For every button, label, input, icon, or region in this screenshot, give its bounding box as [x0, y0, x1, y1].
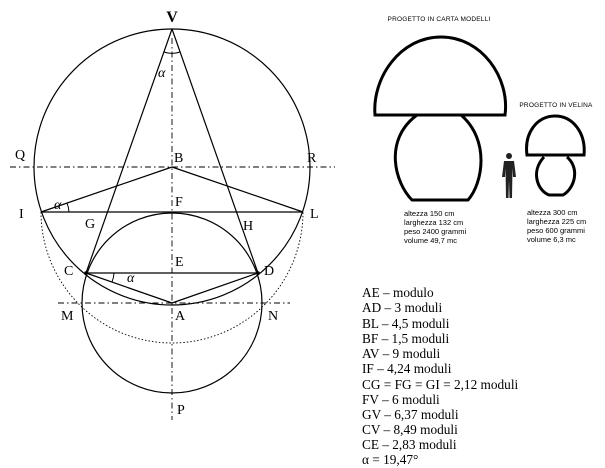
projects-panel — [375, 16, 593, 245]
legend-line: AD – 3 moduli — [362, 300, 443, 315]
angle-arc-i — [67, 203, 69, 212]
legend-line: CE – 2,83 moduli — [362, 437, 457, 452]
velina-stat-line: volume 6,3 mc — [527, 235, 576, 244]
label-h: H — [243, 219, 254, 234]
large-mushroom-stem — [395, 115, 481, 200]
angle-label-c: α — [127, 271, 135, 286]
legend-line: BF – 1,5 moduli — [362, 331, 450, 346]
label-q: Q — [15, 148, 26, 163]
label-b: B — [174, 151, 184, 166]
label-d: D — [264, 264, 275, 279]
angle-arc-c — [112, 273, 114, 282]
velina-stat-line: altezza 300 cm — [527, 208, 578, 217]
legend-line: α = 19,47° — [362, 452, 419, 467]
large-mushroom-cap — [375, 37, 506, 115]
label-c: C — [64, 264, 74, 279]
construction-diagram — [10, 29, 335, 420]
label-p: P — [177, 403, 185, 418]
velina-project-title: PROGETTO IN VELINA — [519, 102, 593, 109]
line-bl — [172, 167, 303, 212]
cardboard-project-title: PROGETTO IN CARTA MODELLI — [387, 16, 491, 23]
label-n: N — [268, 309, 279, 324]
label-l: L — [310, 207, 319, 222]
measurements-legend — [362, 285, 519, 467]
legend-line: FV – 6 moduli — [362, 392, 440, 407]
cardboard-stats — [404, 209, 466, 245]
label-g: G — [85, 217, 96, 232]
label-e: E — [175, 255, 184, 270]
cardboard-stat-line: volume 49,7 mc — [404, 236, 457, 245]
small-mushroom-stem — [537, 157, 575, 195]
cardboard-stat-line: peso 2400 grammi — [404, 227, 467, 236]
point-c-marker — [84, 271, 88, 275]
legend-line: AV – 9 moduli — [362, 346, 441, 361]
small-mushroom-cap — [527, 116, 585, 155]
legend-line: AE – modulo — [362, 285, 434, 300]
line-vd — [172, 29, 258, 273]
point-d-marker — [256, 271, 260, 275]
large-mushroom-drawing — [375, 37, 506, 200]
label-m: M — [61, 309, 74, 324]
label-f: F — [175, 195, 183, 210]
velina-stats — [527, 208, 586, 244]
legend-line: IF – 4,24 moduli — [362, 361, 452, 376]
velina-stat-line: larghezza 225 cm — [527, 217, 587, 226]
legend-line: BL – 4,5 moduli — [362, 316, 450, 331]
label-a: A — [175, 309, 186, 324]
angle-label-i: α — [54, 198, 62, 213]
human-figure-icon — [502, 153, 516, 198]
label-i: I — [19, 207, 24, 222]
legend-line: CV – 8,49 moduli — [362, 422, 458, 437]
legend-line: GV – 6,37 moduli — [362, 407, 459, 422]
cardboard-stat-line: altezza 150 cm — [404, 209, 455, 218]
velina-stat-line: peso 600 grammi — [527, 226, 585, 235]
legend-line: CG = FG = GI = 2,12 moduli — [362, 377, 519, 392]
label-v: V — [166, 9, 178, 26]
angle-label-v: α — [158, 66, 166, 81]
label-r: R — [307, 151, 317, 166]
small-mushroom-drawing — [527, 116, 585, 195]
cardboard-stat-line: larghezza 132 cm — [404, 218, 464, 227]
